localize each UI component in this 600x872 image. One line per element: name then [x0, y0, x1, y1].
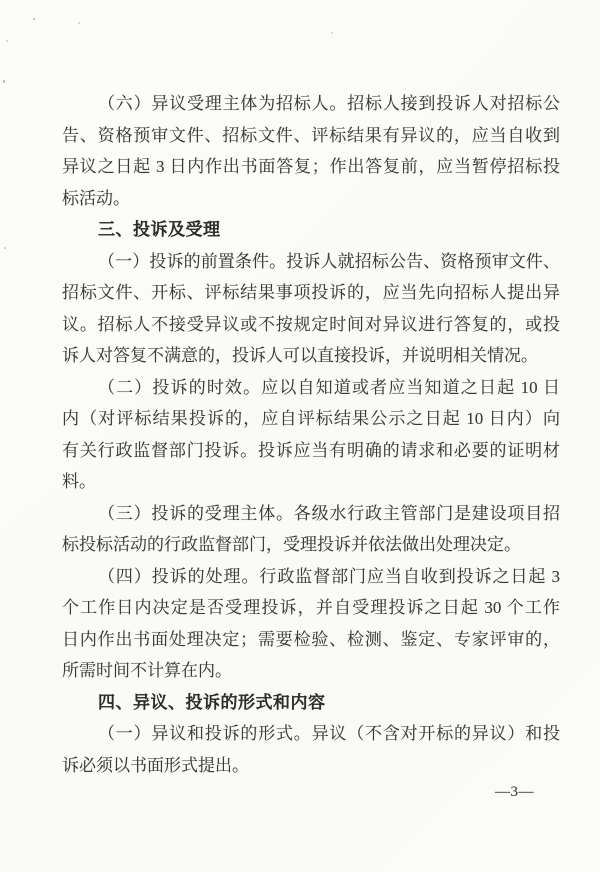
text-line: 个工作日内决定是否受理投诉，并自受理投诉之日起 30 个工作	[62, 598, 560, 617]
paragraph	[62, 246, 560, 372]
paragraph	[62, 718, 560, 781]
scan-speck	[3, 80, 5, 83]
paragraph	[62, 372, 560, 498]
text-line: 标投标活动的行政监督部门，受理投诉并依法做出处理决定。	[62, 535, 521, 554]
text-line: 标活动。	[62, 188, 130, 208]
text-line: 议。招标人不接受异议或不按规定时间对异议进行答复的，或投	[62, 314, 560, 334]
text-line: （三）投诉的受理主体。各级水行政主管部门是建设项目招	[98, 503, 560, 523]
section-heading	[62, 214, 560, 246]
text-line: 料。	[62, 472, 96, 491]
scan-speck	[78, 22, 80, 24]
text-line: 日内作出书面处理决定；需要检验、检测、鉴定、专家评审的，	[62, 629, 560, 649]
section-heading	[62, 687, 560, 719]
text-line: （一）异议和投诉的形式。异议（不含对开标的异议）和投	[98, 724, 560, 743]
text-line: （六）异议受理主体为招标人。招标人接到投诉人对招标公	[98, 94, 560, 113]
text-line: 诉必须以书面形式提出。	[62, 755, 249, 775]
scan-speck	[4, 247, 6, 249]
scan-speck	[6, 40, 8, 42]
document-body	[62, 88, 560, 781]
text-line: 诉人对答复不满意的，投诉人可以直接投诉，并说明相关情况。	[62, 346, 538, 365]
heading-line: 四、异议、投诉的形式和内容	[98, 692, 326, 712]
text-line: （二）投诉的时效。应以自知道或者应当知道之日起 10 日	[98, 377, 560, 397]
paragraph	[62, 498, 560, 561]
text-line: 有关行政监督部门投诉。投诉应当有明确的请求和必要的证明材	[62, 440, 560, 460]
scan-speck	[33, 18, 35, 20]
text-line: 招标文件、开标、评标结果事项投诉的，应当先向招标人提出异	[62, 283, 560, 302]
text-line: 所需时间不计算在内。	[62, 661, 232, 680]
paragraph	[62, 561, 560, 687]
heading-line: 三、投诉及受理	[98, 220, 221, 239]
text-line: 告、资格预审文件、招标文件、评标结果有异议的，应当自收到	[62, 125, 560, 145]
paragraph	[62, 88, 560, 214]
text-line: （四）投诉的处理。行政监督部门应当自收到投诉之日起 3	[98, 566, 560, 586]
page-number: —3—	[495, 784, 534, 800]
text-line: 异议之日起 3 日内作出书面答复；作出答复前，应当暂停招标投	[62, 157, 560, 176]
text-line: 内（对评标结果投诉的，应自评标结果公示之日起 10 日内）向	[62, 409, 560, 428]
scan-speck	[331, 32, 333, 34]
text-line: （一）投诉的前置条件。投诉人就招标公告、资格预审文件、	[98, 251, 560, 271]
